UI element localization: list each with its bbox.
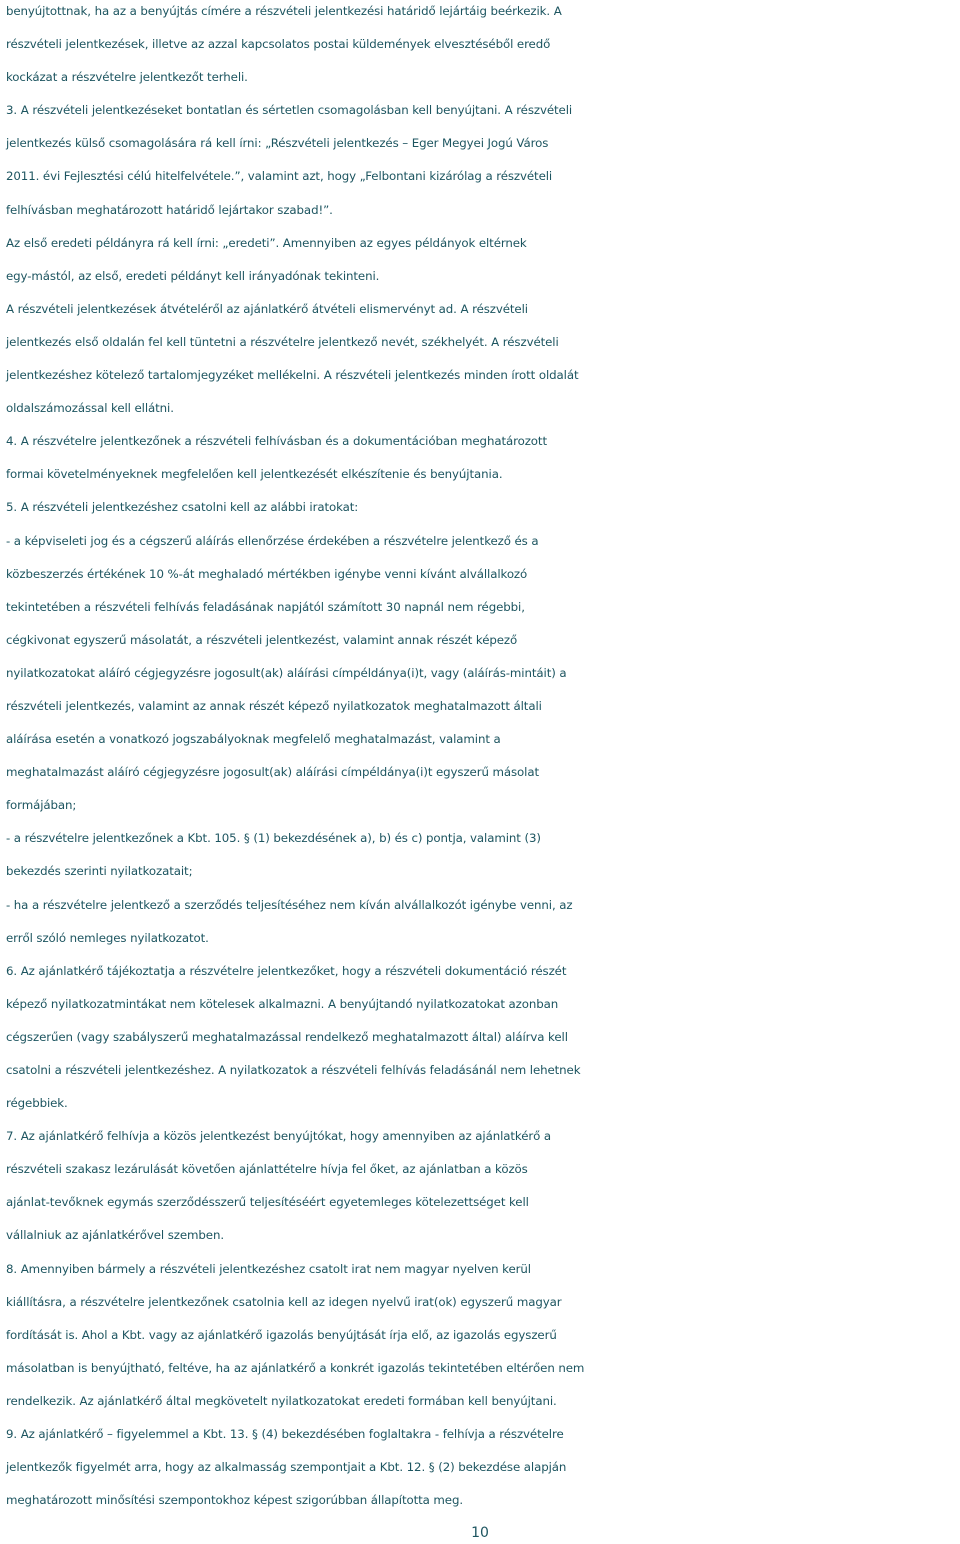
text-line: részvételi szakasz lezárulását követően ajánlattételre hívja fel őket, az ajánlatban a közös [6,1162,528,1177]
text-line: cégkivonat egyszerű másolatát, a részvételi jelentkezést, valamint annak részét képező [6,632,518,647]
text-line: részvételi jelentkezések, illetve az azzal kapcsolatos postai küldemények elvesztéséből eredő [6,37,551,52]
text-line: régebbiek. [6,1096,68,1111]
text-line: 4. A részvételre jelentkezőnek a részvételi felhívásban és a dokumentációban meghatározott [6,434,547,449]
text-line: bekezdés szerinti nyilatkozatait; [6,864,193,879]
text-line: másolatban is benyújtható, feltéve, ha az ajánlatkérő a konkrét igazolás tekintetében eltérően nem [6,1360,585,1375]
text-line: jelentkezés külső csomagolására rá kell írni: „Részvételi jelentkezés – Eger Megyei Jogú Város [6,136,549,151]
text-line: 5. A részvételi jelentkezéshez csatolni kell az alábbi iratokat: [6,500,359,515]
text-line: 8. Amennyiben bármely a részvételi jelentkezéshez csatolt irat nem magyar nyelven kerül [6,1261,531,1276]
text-line: meghatározott minősítési szempontokhoz képest szigorúbban állapította meg. [6,1493,463,1508]
text-line: vállalniuk az ajánlatkérővel szemben. [6,1228,224,1243]
text-line: - a részvételre jelentkezőnek a Kbt. 105. § (1) bekezdésének a), b) és c) pontja, valamint (3) [6,831,541,846]
text-line: tekintetében a részvételi felhívás feladásának napjától számított 30 napnál nem régebbi, [6,599,525,614]
text-line: - ha a részvételre jelentkező a szerződés teljesítéséhez nem kíván alvállalkozót igénybe venni, az [6,897,573,912]
text-line: - a képviseleti jog és a cégszerű aláírás ellenőrzése érdekében a részvételre jelentkező és a [6,533,539,548]
text-line: aláírása esetén a vonatkozó jogszabályoknak megfelelő meghatalmazást, valamint a [6,732,501,747]
text-line: közbeszerzés értékének 10 %-át meghaladó mértékben igénybe venni kívánt alvállalkozó [6,566,528,581]
document-body [6,0,956,1517]
text-line: nyilatkozatokat aláíró cégjegyzésre jogosult(ak) aláírási címpéldánya(i)t, vagy (aláírás-mintáit) a [6,665,567,680]
text-line: 6. Az ajánlatkérő tájékoztatja a részvételre jelentkezőket, hogy a részvételi dokumentáció részét [6,963,567,978]
text-line: egy-mástól, az első, eredeti példányt kell irányadónak tekinteni. [6,268,380,283]
text-line: formájában; [6,798,77,813]
text-line: formai követelményeknek megfelelően kell jelentkezését elkészítenie és benyújtania. [6,467,503,482]
text-line: benyújtottnak, ha az a benyújtás címére a részvételi jelentkezési határidő lejártáig beérkezik. A [6,4,562,18]
text-line: jelentkezők figyelmét arra, hogy az alkalmasság szempontjait a Kbt. 12. § (2) bekezdése alapján [6,1460,567,1475]
text-line: fordítását is. Ahol a Kbt. vagy az ajánlatkérő igazolás benyújtását írja elő, az igazolás egyszerű [6,1327,557,1342]
text-line: kiállításra, a részvételre jelentkezőnek csatolnia kell az idegen nyelvű irat(ok) egyszerű magyar [6,1294,562,1309]
text-line: meghatalmazást aláíró cégjegyzésre jogosult(ak) aláírási címpéldánya(i)t egyszerű másolat [6,765,540,780]
text-line: erről szóló nemleges nyilatkozatot. [6,930,209,945]
text-line: jelentkezéshez kötelező tartalomjegyzéket mellékelni. A részvételi jelentkezés minden írott oldalát [6,368,579,383]
text-line: jelentkezés első oldalán fel kell tüntetni a részvételre jelentkező nevét, székhelyét. A részvételi [6,334,559,349]
text-line: cégszerűen (vagy szabályszerű meghatalmazással rendelkező meghatalmazott által) aláírva kell [6,1029,568,1044]
text-line: rendelkezik. Az ajánlatkérő által megkövetelt nyilatkozatokat eredeti formában kell benyújtani. [6,1393,557,1408]
text-line: 3. A részvételi jelentkezéseket bontatlan és sértetlen csomagolásban kell benyújtani. A részvételi [6,103,573,118]
text-line: A részvételi jelentkezések átvételéről az ajánlatkérő átvételi elismervényt ad. A részvételi [6,301,528,316]
text-line: 7. Az ajánlatkérő felhívja a közös jelentkezést benyújtókat, hogy amennyiben az ajánlatkérő a [6,1129,552,1144]
text-line: Az első eredeti példányra rá kell írni: „eredeti”. Amennyiben az egyes példányok eltérnek [6,235,527,250]
text-line: ajánlat-tevőknek egymás szerződésszerű teljesítéséért egyetemleges kötelezettséget kell [6,1195,529,1210]
text-line: oldalszámozással kell ellátni. [6,401,174,416]
page-number: 10 [471,1525,489,1541]
text-line: felhívásban meghatározott határidő lejártakor szabad!”. [6,202,333,217]
text-line: képező nyilatkozatmintákat nem kötelesek alkalmazni. A benyújtandó nyilatkozatokat azonban [6,996,559,1011]
text-line: csatolni a részvételi jelentkezéshez. A nyilatkozatok a részvételi felhívás feladásánál nem lehetnek [6,1063,581,1077]
text-line: kockázat a részvételre jelentkezőt terheli. [6,70,248,85]
text-line: 2011. évi Fejlesztési célú hitelfelvétele.”, valamint azt, hogy „Felbontani kizárólag a részvételi [6,169,553,184]
text-line: 9. Az ajánlatkérő – figyelemmel a Kbt. 13. § (4) bekezdésében foglaltakra - felhívja a részvételre [6,1427,564,1442]
text-line: részvételi jelentkezés, valamint az annak részét képező nyilatkozatok meghatalmazott általi [6,698,542,713]
